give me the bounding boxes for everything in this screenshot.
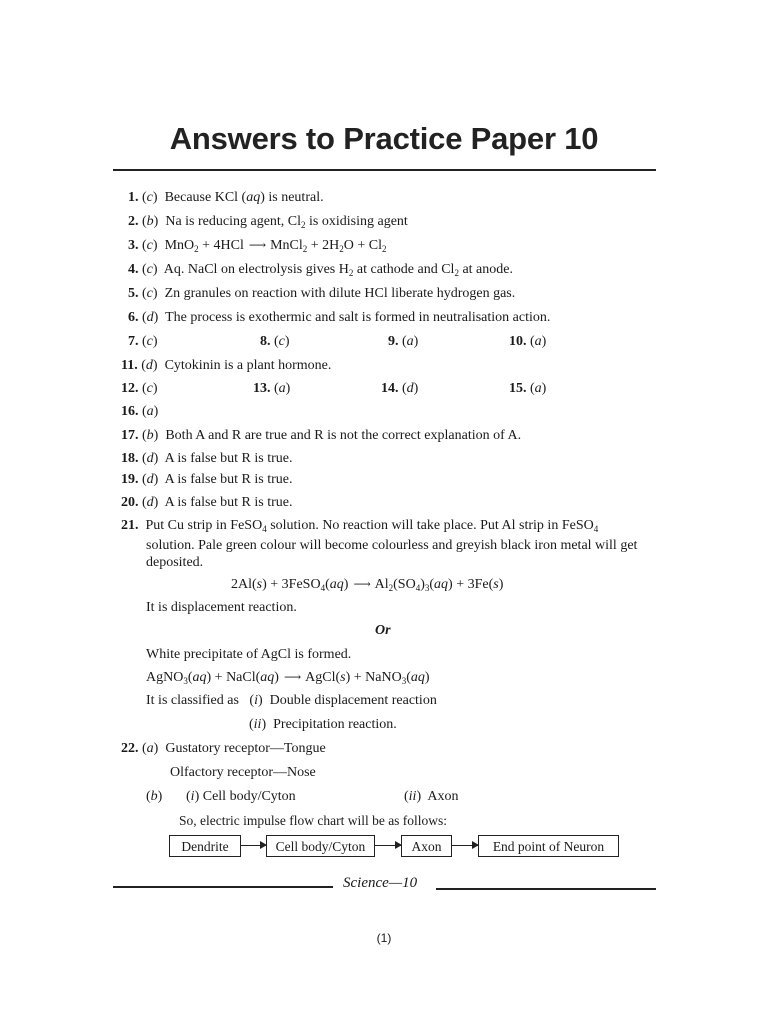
reaction-arrow-icon: ⟶ <box>283 670 301 684</box>
footer-rule-right <box>436 888 656 890</box>
answer-21-line-1: 21. Put Cu strip in FeSO$_4$ solution. No reaction will take place. Put Al strip in FeSO$_4$ <box>121 518 599 534</box>
footer-subject-label: Science—10 <box>343 875 418 891</box>
flow-box-dendrite: Dendrite <box>169 835 241 857</box>
answer-20: 20. (d) A is false but R is true. <box>121 495 293 510</box>
answer-9: 9. (a) <box>388 334 419 349</box>
reaction-arrow-icon: ⟶ <box>353 577 370 591</box>
answer-2: 2. (b) Na is reducing agent, $Cl_2$ is oxidising agent <box>128 214 408 230</box>
answer-14: 14. (d) <box>381 381 419 396</box>
answer-22-b-ii: (ii) Axon <box>404 789 459 804</box>
flow-arrow-icon <box>452 845 478 846</box>
equation-precipitation: AgNO$_3$(aq) + NaCl(aq) ⟶ AgCl(s) + NaNO$_3$(aq) <box>146 670 430 686</box>
flow-box-axon: Axon <box>401 835 452 857</box>
or-divider: Or <box>375 623 391 638</box>
answer-15: 15. (a) <box>509 381 547 396</box>
answer-18: 18. (d) A is false but R is true. <box>121 451 293 466</box>
page-number: (1) <box>376 931 392 945</box>
answer-7: 7. (c) <box>128 334 158 349</box>
answer-21-line-3: deposited. <box>146 555 204 570</box>
flow-chart-intro: So, electric impulse flow chart will be as follows: <box>179 813 448 828</box>
answer-16: 16. (a) <box>121 404 159 419</box>
answer-1: 1. (c) Because KCl (aq) is neutral. <box>128 190 324 205</box>
answer-22-b: (b) <box>146 789 163 804</box>
answer-8: 8. (c) <box>260 334 290 349</box>
answer-13: 13. (a) <box>253 381 291 396</box>
displacement-note: It is displacement reaction. <box>146 600 297 615</box>
flow-box-end-point: End point of Neuron <box>478 835 619 857</box>
answer-4: 4. (c) Aq. NaCl on electrolysis gives $H_2$ at cathode and $Cl_2$ at anode. <box>128 262 513 278</box>
answer-17: 17. (b) Both A and R are true and R is not the correct explanation of A. <box>121 428 522 443</box>
answer-6: 6. (d) The process is exothermic and salt is formed in neutralisation action. <box>128 310 551 325</box>
page-title: Answers to Practice Paper 10 <box>169 121 599 156</box>
classified-as-line: It is classified as (i) Double displacement reaction <box>146 693 437 708</box>
classified-item-2: (ii) Precipitation reaction. <box>249 717 397 732</box>
white-precipitate-text: White precipitate of AgCl is formed. <box>146 647 352 662</box>
answer-11: 11. (d) Cytokinin is a plant hormone. <box>121 358 332 373</box>
answer-10: 10. (a) <box>509 334 547 349</box>
answer-12: 12. (c) <box>121 381 158 396</box>
reaction-arrow-icon: ⟶ <box>248 238 266 252</box>
flow-arrow-icon <box>241 845 266 846</box>
equation-displacement: 2Al(s) + 3FeSO$_4$(aq) ⟶ $Al_2(SO_4)_3(aq) + 3Fe(s)$ <box>231 577 504 593</box>
answer-22-a-line-2: Olfactory receptor—Nose <box>170 765 316 780</box>
answer-5: 5. (c) Zn granules on reaction with dilute HCl liberate hydrogen gas. <box>128 286 516 301</box>
footer-rule-left <box>113 886 333 888</box>
answer-22-a: 22. (a) Gustatory receptor—Tongue <box>121 741 326 756</box>
answer-19: 19. (d) A is false but R is true. <box>121 472 293 487</box>
answer-3: 3. (c) MnO$_2$ + 4HCl ⟶ MnCl$_2$ + $2H_2O + Cl_2$ <box>128 238 387 254</box>
answer-22-b-i: (i) Cell body/Cyton <box>186 789 296 804</box>
title-underline <box>113 169 656 171</box>
answer-21-line-2: solution. Pale green colour will become colourless and greyish black iron metal will get <box>146 538 638 553</box>
flow-arrow-icon <box>375 845 401 846</box>
flow-box-cell-body: Cell body/Cyton <box>266 835 375 857</box>
